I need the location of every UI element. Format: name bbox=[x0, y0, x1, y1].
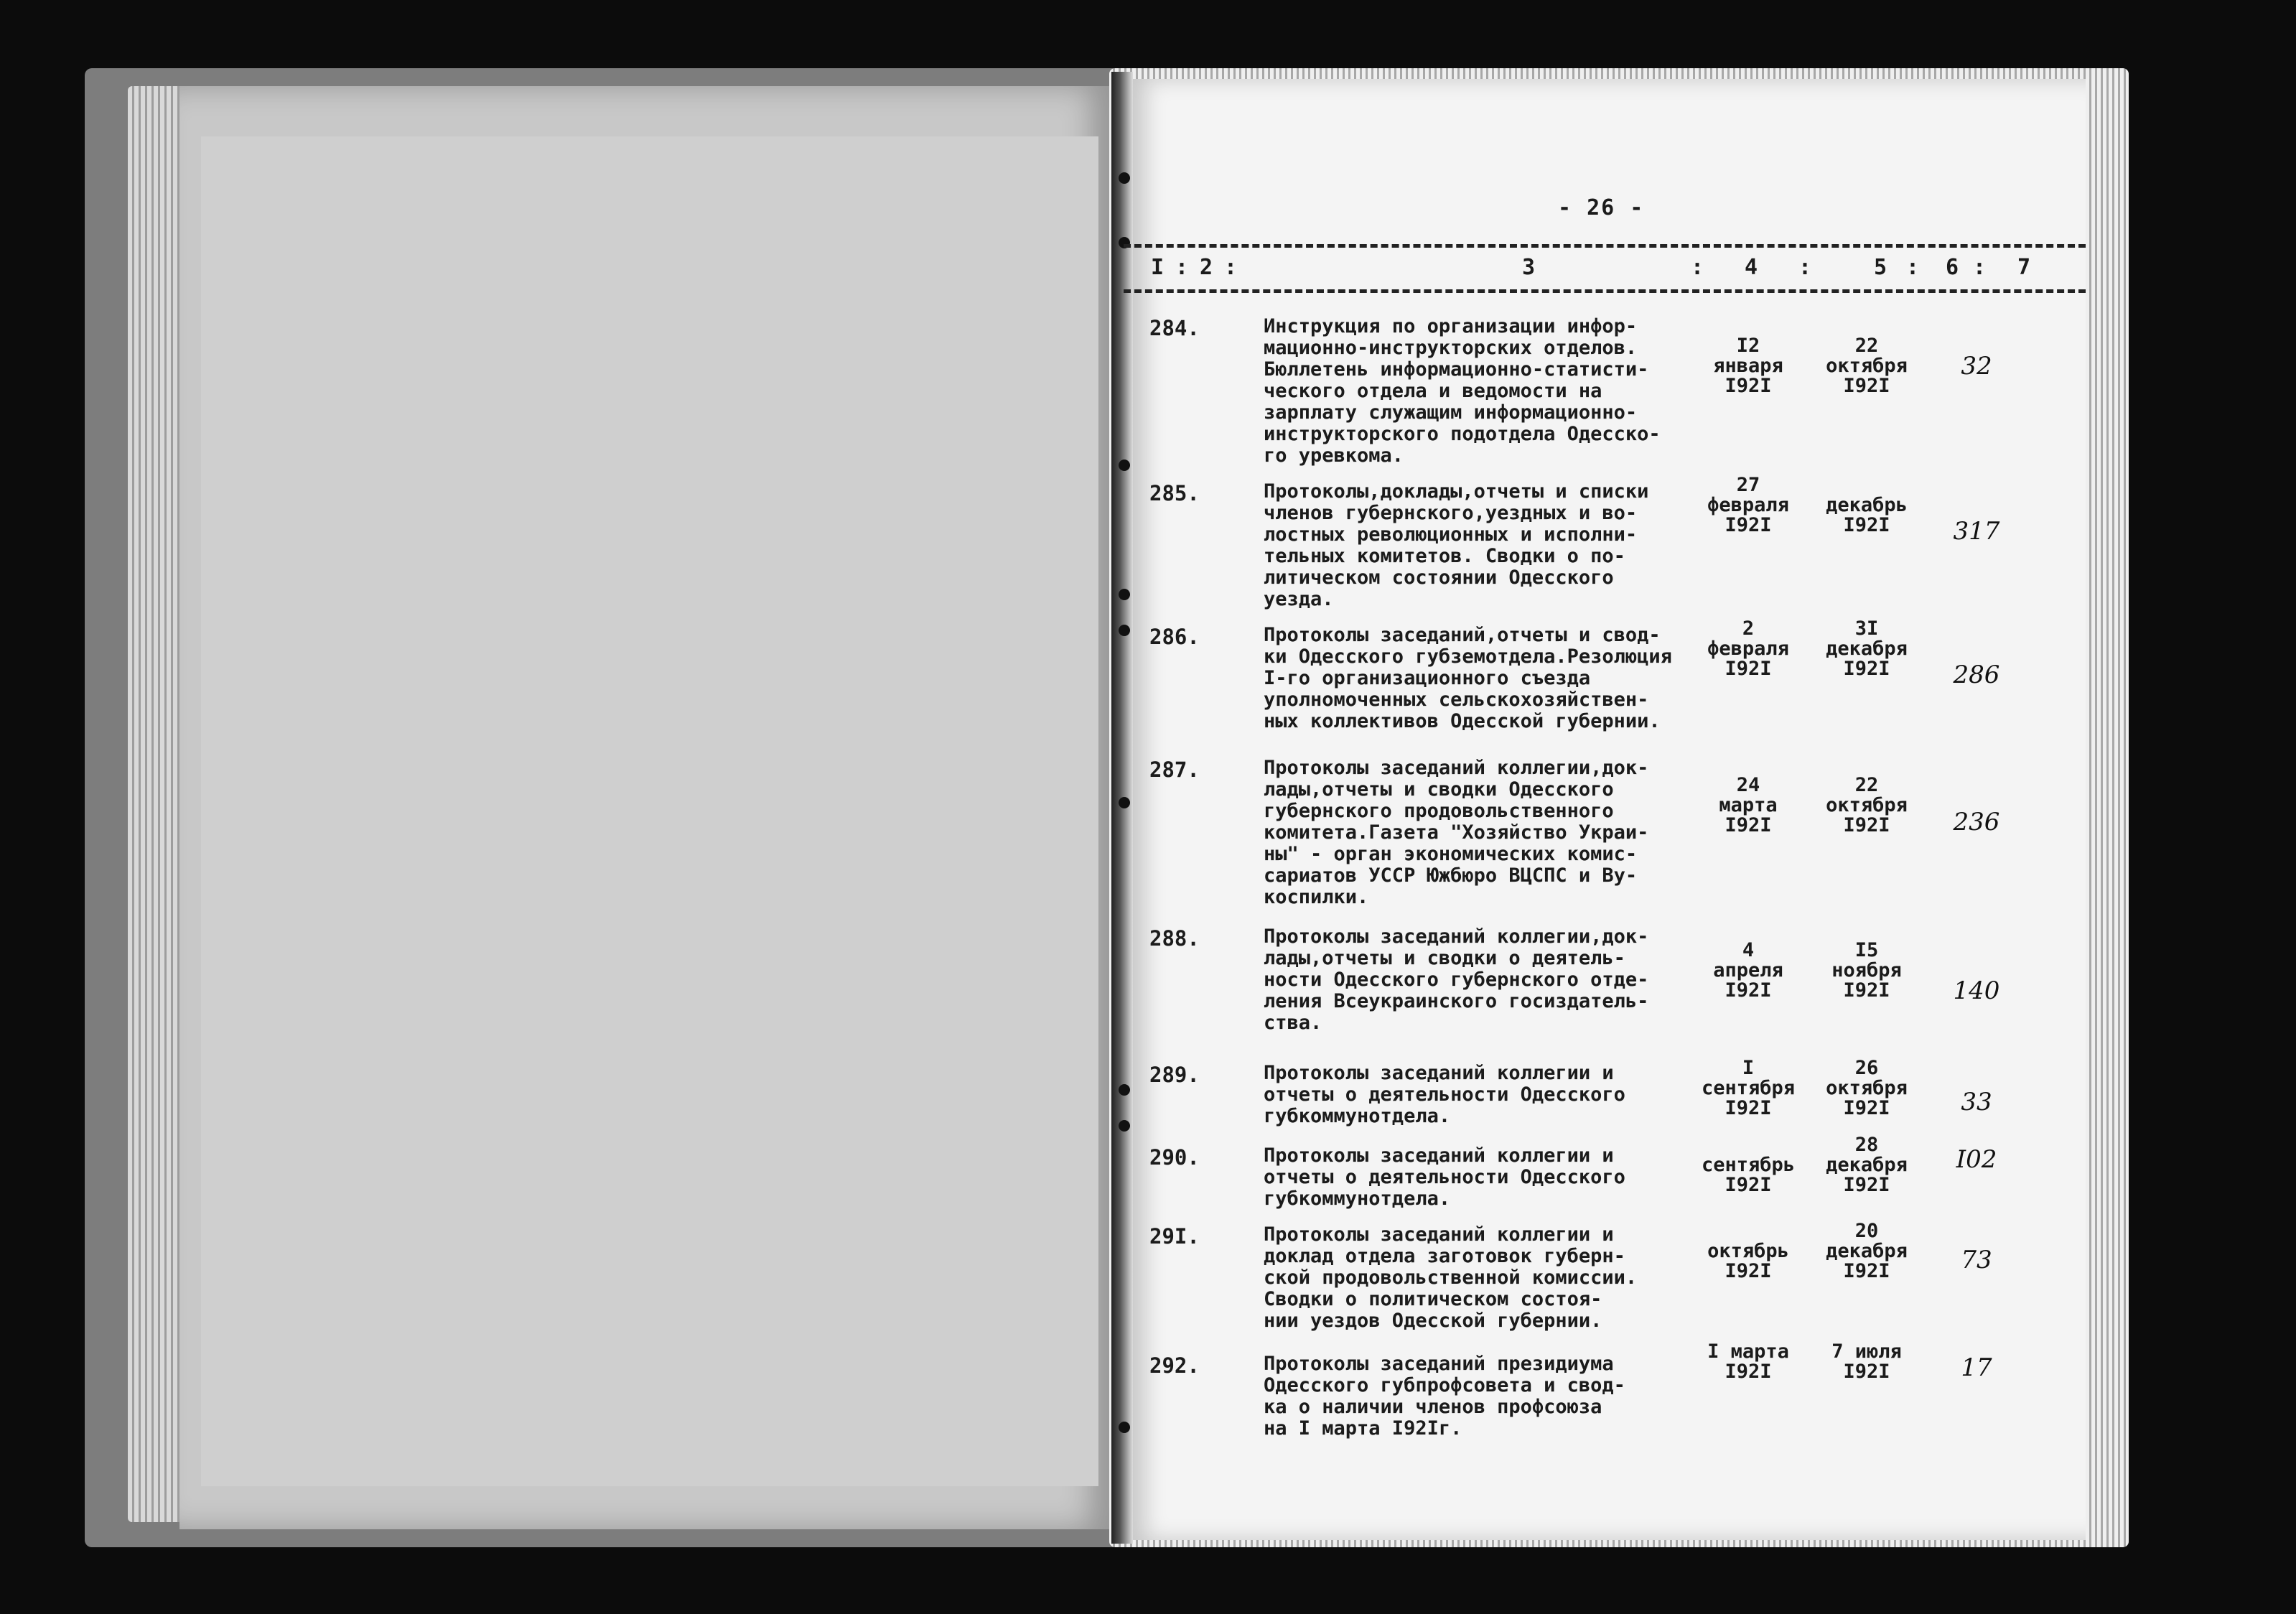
entry-title: Инструкция по организации инфор- мационно-инструкторских отделов. Бюллетень информационно-статисти- ческого отдела и ведомости на зарплату служащим информационно- инструкторского подотдела Одесско- го уревкома. bbox=[1264, 315, 1661, 467]
entry-title: Протоколы заседаний коллегии и отчеты о деятельности Одесского губкоммунотдела. bbox=[1264, 1144, 1625, 1210]
end-year: I92I bbox=[1843, 514, 1890, 536]
start-year: I92I bbox=[1725, 1097, 1772, 1119]
sheet-count: 73 bbox=[1961, 1246, 1992, 1274]
start-year: I92I bbox=[1725, 1174, 1772, 1196]
end-month: 7 июля bbox=[1831, 1340, 1902, 1363]
end-day bbox=[1813, 475, 1921, 495]
start-date bbox=[1694, 1135, 1802, 1195]
document-page bbox=[1124, 79, 2086, 1540]
end-year: I92I bbox=[1843, 979, 1890, 1002]
column-separator: : bbox=[1973, 255, 1987, 280]
column-header: 7 bbox=[2017, 255, 2031, 280]
end-month: ноября bbox=[1831, 959, 1902, 981]
end-date bbox=[1813, 1221, 1921, 1282]
column-separator: : bbox=[1224, 255, 1238, 280]
sheet-count: 140 bbox=[1953, 976, 2000, 1005]
start-month: I марта bbox=[1707, 1340, 1789, 1363]
sheet-count: 317 bbox=[1953, 517, 2000, 546]
end-date bbox=[1813, 336, 1921, 396]
start-date bbox=[1694, 619, 1802, 679]
start-day: 4 bbox=[1742, 939, 1755, 961]
end-year: I92I bbox=[1843, 1174, 1890, 1196]
start-day: I2 bbox=[1736, 335, 1760, 357]
start-year: I92I bbox=[1725, 1361, 1772, 1383]
start-date bbox=[1694, 941, 1802, 1001]
start-day bbox=[1694, 1135, 1802, 1155]
start-year: I92I bbox=[1725, 814, 1772, 836]
end-year: I92I bbox=[1843, 375, 1890, 397]
end-month: октября bbox=[1826, 1077, 1908, 1099]
column-separator: : bbox=[1906, 255, 1920, 280]
end-day: 28 bbox=[1854, 1134, 1879, 1156]
end-day: 20 bbox=[1854, 1220, 1879, 1242]
end-month: октября bbox=[1826, 794, 1908, 816]
entry-title: Протоколы заседаний коллегии,док- лады,отчеты и сводки о деятель- ности Одесского губернского отде- ления Всеукраинского госиздатель- ства. bbox=[1264, 925, 1649, 1034]
end-date bbox=[1813, 1135, 1921, 1195]
end-month: декабря bbox=[1826, 1154, 1908, 1176]
sheet-count: 17 bbox=[1961, 1353, 1992, 1382]
entry-number: 287. bbox=[1149, 757, 1200, 782]
start-year: I92I bbox=[1725, 658, 1772, 680]
column-header: I bbox=[1151, 255, 1165, 280]
end-date bbox=[1813, 775, 1921, 836]
sheet-count: 33 bbox=[1961, 1088, 1992, 1116]
entry-title: Протоколы заседаний коллегии,док- лады,отчеты и сводки Одесского губернского продовольственного комитета.Газета "Хозяйство Украи- ны" - орган экономических комис- сариатов УССР Южбюро ВЦСПС и Ву- коспилки. bbox=[1264, 757, 1649, 908]
end-year: I92I bbox=[1843, 1097, 1890, 1119]
start-date bbox=[1694, 1342, 1802, 1382]
start-month: января bbox=[1713, 355, 1783, 377]
column-separator: : bbox=[1175, 255, 1189, 280]
column-header: 4 bbox=[1745, 255, 1758, 280]
entry-number: 286. bbox=[1149, 625, 1200, 649]
page-number: - 26 - bbox=[1558, 195, 1645, 220]
end-date bbox=[1813, 1058, 1921, 1119]
entry-number: 292. bbox=[1149, 1353, 1200, 1378]
entry-title: Протоколы заседаний президиума Одесского губпрофсовета и свод- ка о наличии членов профсоюза на I марта I92Iг. bbox=[1264, 1353, 1625, 1440]
start-date bbox=[1694, 1221, 1802, 1282]
start-day bbox=[1694, 1221, 1802, 1241]
start-month: февраля bbox=[1707, 494, 1789, 516]
start-year: I92I bbox=[1725, 979, 1772, 1002]
start-day: 2 bbox=[1742, 617, 1755, 640]
entry-number: 289. bbox=[1149, 1063, 1200, 1087]
end-date bbox=[1813, 475, 1921, 536]
start-month: сентября bbox=[1701, 1077, 1796, 1099]
end-day: 26 bbox=[1854, 1057, 1879, 1079]
end-day: I5 bbox=[1854, 939, 1879, 961]
column-header: 2 bbox=[1200, 255, 1213, 280]
end-month: декабрь bbox=[1826, 494, 1908, 516]
start-date bbox=[1694, 1058, 1802, 1119]
start-month: сентябрь bbox=[1701, 1154, 1796, 1176]
end-year: I92I bbox=[1843, 1361, 1890, 1383]
column-header: 3 bbox=[1522, 255, 1536, 280]
column-header: 5 bbox=[1874, 255, 1887, 280]
end-day: 22 bbox=[1854, 335, 1879, 357]
start-month: октябрь bbox=[1707, 1240, 1789, 1262]
end-month: декабря bbox=[1826, 1240, 1908, 1262]
entry-title: Протоколы заседаний коллегии и доклад отдела заготовок губерн- ской продовольственной комиссии. Сводки о политическом состоя- нии уездов Одесской губернии. bbox=[1264, 1223, 1638, 1332]
start-day: I bbox=[1742, 1057, 1755, 1079]
end-year: I92I bbox=[1843, 814, 1890, 836]
entry-title: Протоколы,доклады,отчеты и списки членов губернского,уездных и во- лостных революционных и исполни- тельных комитетов. Сводки о по- литическом состоянии Одесского уезда. bbox=[1264, 480, 1649, 610]
bleed-through-text bbox=[215, 187, 1113, 1407]
start-date bbox=[1694, 475, 1802, 536]
entry-number: 290. bbox=[1149, 1145, 1200, 1170]
entry-number: 288. bbox=[1149, 926, 1200, 951]
sheet-count: 286 bbox=[1953, 661, 2000, 689]
column-header: 6 bbox=[1946, 255, 1959, 280]
end-date bbox=[1813, 1342, 1921, 1382]
sheet-count: I02 bbox=[1956, 1145, 1997, 1174]
start-day: 27 bbox=[1736, 474, 1760, 496]
entry-title: Протоколы заседаний,отчеты и свод- ки Одесского губземотдела.Резолюция I-го организационного съезда уполномоченных сельскохозяйствен- ных коллективов Одесской губернии. bbox=[1264, 624, 1672, 732]
start-month: марта bbox=[1719, 794, 1778, 816]
column-header-row bbox=[1124, 244, 2086, 293]
end-date bbox=[1813, 619, 1921, 679]
end-year: I92I bbox=[1843, 658, 1890, 680]
entry-number: 285. bbox=[1149, 481, 1200, 505]
start-year: I92I bbox=[1725, 1260, 1772, 1282]
start-date bbox=[1694, 775, 1802, 836]
end-date bbox=[1813, 941, 1921, 1001]
start-day: 24 bbox=[1736, 774, 1760, 796]
end-month: октября bbox=[1826, 355, 1908, 377]
start-date bbox=[1694, 336, 1802, 396]
start-month: февраля bbox=[1707, 638, 1789, 660]
end-day: 22 bbox=[1854, 774, 1879, 796]
column-separator: : bbox=[1691, 255, 1704, 280]
start-month: апреля bbox=[1713, 959, 1783, 981]
entry-title: Протоколы заседаний коллегии и отчеты о деятельности Одесского губкоммунотдела. bbox=[1264, 1062, 1625, 1127]
entry-number: 29I. bbox=[1149, 1224, 1200, 1249]
sheet-count: 32 bbox=[1961, 352, 1992, 381]
entry-number: 284. bbox=[1149, 316, 1200, 340]
end-month: декабря bbox=[1826, 638, 1908, 660]
start-year: I92I bbox=[1725, 375, 1772, 397]
end-day: 3I bbox=[1854, 617, 1879, 640]
end-year: I92I bbox=[1843, 1260, 1890, 1282]
sheet-count: 236 bbox=[1953, 808, 2000, 836]
column-separator: : bbox=[1798, 255, 1812, 280]
start-year: I92I bbox=[1725, 514, 1772, 536]
